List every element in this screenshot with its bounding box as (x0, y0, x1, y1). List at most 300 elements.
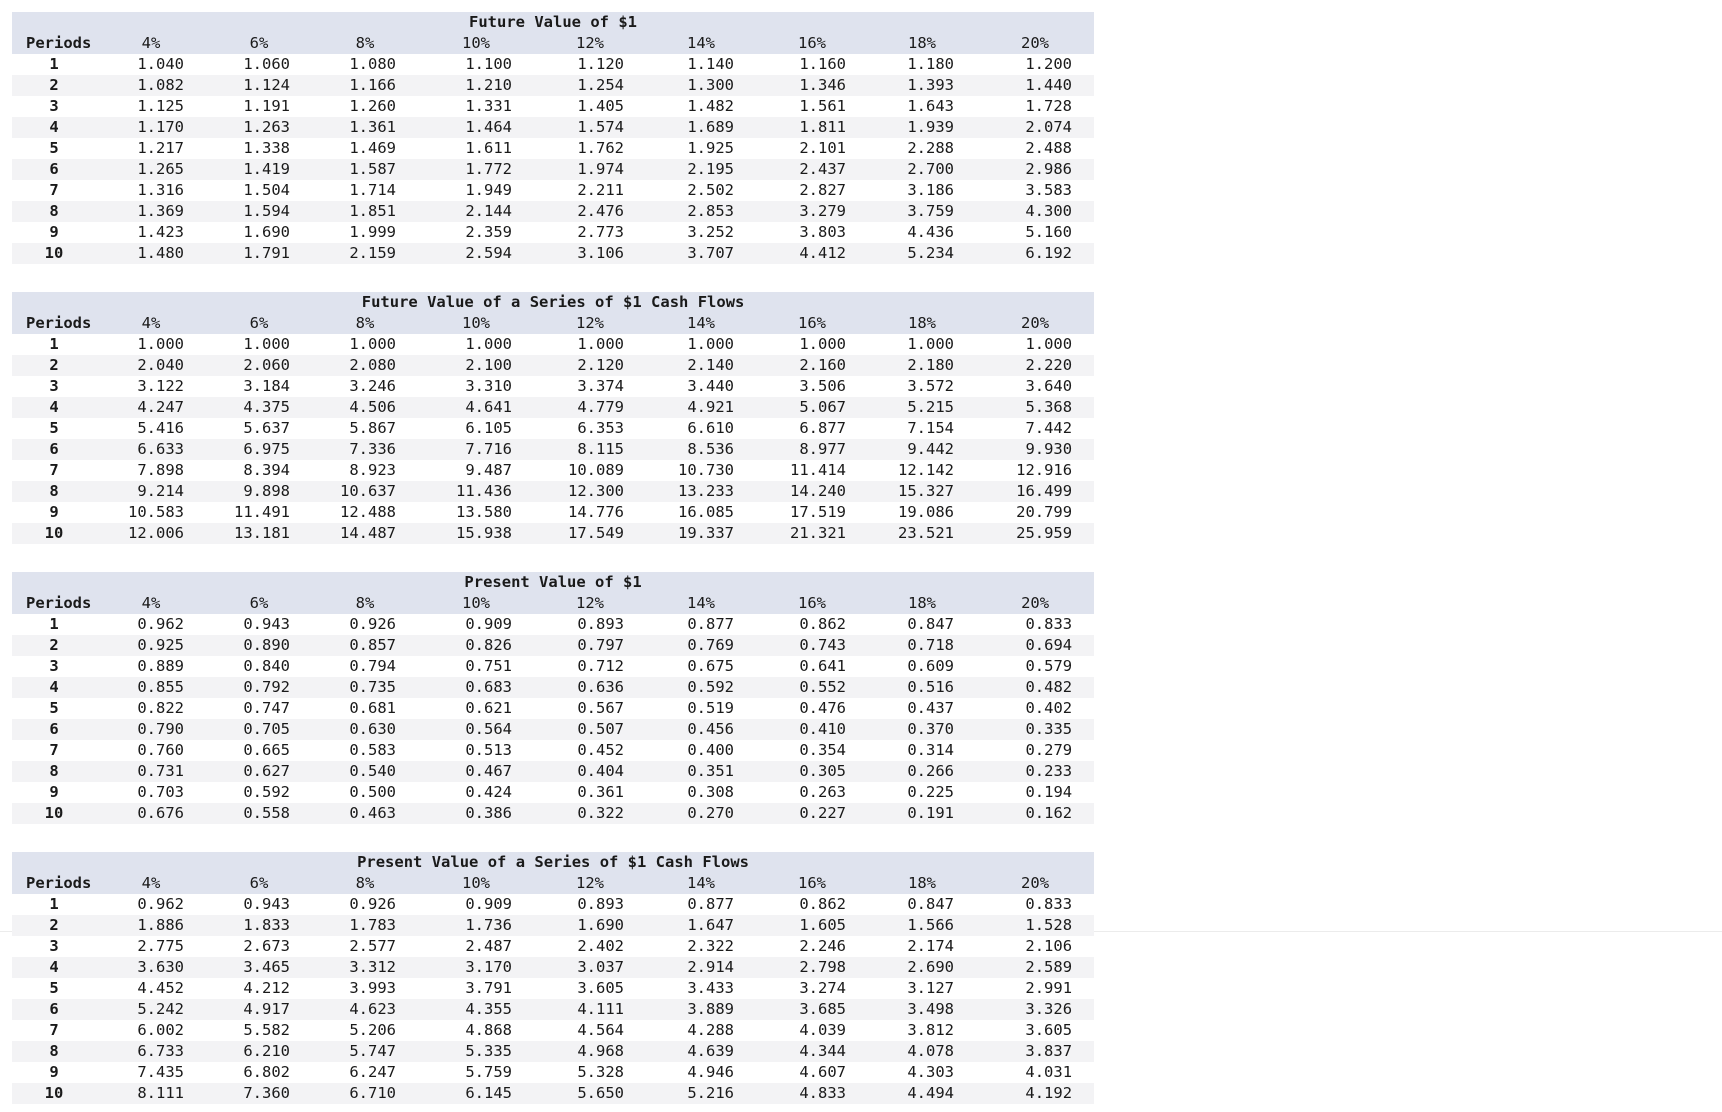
value-cell: 3.707 (646, 243, 756, 264)
rate-header: 16% (756, 313, 868, 334)
value-cell: 8.394 (243, 461, 290, 479)
value-cell: 0.437 (907, 699, 954, 717)
value-cell: 0.463 (312, 803, 418, 824)
value-cell: 1.405 (577, 97, 624, 115)
value-cell: 4.833 (756, 1083, 868, 1104)
value-cell: 0.507 (534, 719, 646, 740)
value-cell: 1.082 (96, 75, 206, 96)
value-cell: 0.592 (243, 783, 290, 801)
period-cell: 7 (49, 181, 59, 199)
value-cell: 3.440 (687, 377, 734, 395)
value-cell: 2.211 (577, 181, 624, 199)
value-cell: 6.247 (349, 1063, 396, 1081)
value-cell: 0.893 (577, 615, 624, 633)
value-cell: 1.851 (312, 201, 418, 222)
value-cell: 1.886 (96, 915, 206, 936)
table-row (12, 481, 1094, 502)
table-row (12, 117, 1094, 138)
value-cell: 0.855 (96, 677, 206, 698)
table-row (12, 803, 1094, 824)
value-cell: 3.630 (96, 957, 206, 978)
table-row (12, 523, 1094, 544)
value-cell: 0.314 (907, 741, 954, 759)
value-cell: 0.519 (687, 699, 734, 717)
value-cell: 0.857 (312, 635, 418, 656)
rate-header: 6% (206, 33, 312, 54)
value-cell: 0.308 (687, 783, 734, 801)
value-cell: 1.574 (534, 117, 646, 138)
table-row (12, 75, 1094, 96)
value-cell: 0.790 (96, 719, 206, 740)
value-cell: 12.142 (898, 461, 954, 479)
value-cell: 1.361 (312, 117, 418, 138)
rate-header: 4% (96, 873, 206, 894)
value-cell: 21.321 (756, 523, 868, 544)
value-cell: 3.498 (868, 999, 976, 1020)
value-cell: 0.877 (687, 615, 734, 633)
value-cell: 1.125 (137, 97, 184, 115)
value-cell: 4.968 (534, 1041, 646, 1062)
value-cell: 0.482 (976, 677, 1094, 698)
value-cell: 4.641 (418, 397, 534, 418)
value-cell: 2.773 (577, 223, 624, 241)
value-cell: 8.923 (349, 461, 396, 479)
value-cell: 1.060 (243, 55, 290, 73)
value-cell: 3.812 (907, 1021, 954, 1039)
value-cell: 3.791 (465, 979, 512, 997)
periods-header: Periods (12, 33, 96, 54)
period-cell: 4 (12, 957, 96, 978)
value-cell: 1.939 (868, 117, 976, 138)
value-cell: 0.705 (206, 719, 312, 740)
value-cell: 2.074 (976, 117, 1094, 138)
table-row (12, 1041, 1094, 1062)
value-cell: 5.206 (349, 1021, 396, 1039)
value-cell: 2.577 (349, 937, 396, 955)
value-cell: 0.889 (137, 657, 184, 675)
value-cell: 1.000 (799, 335, 846, 353)
value-cell: 4.607 (799, 1063, 846, 1081)
value-cell: 1.762 (577, 139, 624, 157)
value-cell: 3.506 (799, 377, 846, 395)
table-row (12, 719, 1094, 740)
value-cell: 5.215 (868, 397, 976, 418)
table-row (12, 439, 1094, 460)
value-cell: 9.930 (976, 439, 1094, 460)
value-cell: 2.100 (418, 355, 534, 376)
table-row (12, 978, 1094, 999)
period-cell: 6 (12, 999, 96, 1020)
value-cell: 1.480 (96, 243, 206, 264)
value-cell: 2.120 (534, 355, 646, 376)
value-cell: 12.300 (534, 481, 646, 502)
value-cell: 0.847 (907, 895, 954, 913)
value-cell: 1.714 (349, 181, 396, 199)
present-value-table (12, 572, 1094, 824)
table-row (12, 180, 1094, 201)
period-cell: 6 (12, 719, 96, 740)
value-cell: 0.552 (756, 677, 868, 698)
value-cell: 1.587 (312, 159, 418, 180)
value-cell: 1.166 (312, 75, 418, 96)
value-cell: 0.361 (577, 783, 624, 801)
value-cell: 3.605 (1025, 1021, 1073, 1039)
value-cell: 1.369 (96, 201, 206, 222)
period-cell: 4 (12, 677, 96, 698)
value-cell: 5.328 (577, 1063, 624, 1081)
value-cell: 0.592 (646, 677, 756, 698)
future-value-table (12, 12, 1094, 264)
value-cell: 16.085 (678, 503, 734, 521)
value-cell: 1.783 (312, 915, 418, 936)
value-cell: 1.346 (756, 75, 868, 96)
value-cell: 4.946 (687, 1063, 734, 1081)
value-cell: 3.433 (687, 979, 734, 997)
value-cell: 9.898 (206, 481, 312, 502)
period-cell: 10 (12, 243, 96, 264)
value-cell: 4.623 (312, 999, 418, 1020)
value-cell: 0.694 (976, 635, 1094, 656)
value-cell: 2.359 (465, 223, 512, 241)
value-cell: 0.225 (907, 783, 954, 801)
value-cell: 0.540 (312, 761, 418, 782)
rate-header: 8% (312, 33, 418, 54)
value-cell: 1.566 (868, 915, 976, 936)
value-cell: 0.191 (868, 803, 976, 824)
rate-header: 6% (206, 873, 312, 894)
value-cell: 16.499 (976, 481, 1094, 502)
value-cell: 0.266 (868, 761, 976, 782)
table-row (12, 334, 1094, 355)
table-row (12, 1020, 1094, 1041)
period-cell: 3 (49, 377, 59, 395)
value-cell: 7.154 (907, 419, 954, 437)
value-cell: 6.633 (96, 439, 206, 460)
value-cell: 1.000 (687, 335, 734, 353)
value-cell: 4.031 (1025, 1063, 1073, 1081)
value-cell: 0.877 (687, 895, 734, 913)
value-cell: 5.160 (1025, 223, 1073, 241)
value-cell: 7.360 (206, 1083, 312, 1104)
table-row (12, 677, 1094, 698)
table-row (12, 418, 1094, 439)
rate-header: 14% (646, 593, 756, 614)
value-cell: 2.594 (418, 243, 534, 264)
rate-header: 20% (976, 873, 1094, 894)
rate-header: 10% (418, 313, 534, 334)
table-title: Present Value of $1 (12, 572, 1094, 593)
value-cell: 1.833 (206, 915, 312, 936)
value-cell: 3.889 (646, 999, 756, 1020)
value-cell: 5.759 (465, 1063, 512, 1081)
value-cell: 0.322 (534, 803, 646, 824)
table-row (12, 740, 1094, 761)
value-cell: 1.690 (534, 915, 646, 936)
value-cell: 4.288 (687, 1021, 734, 1039)
value-cell: 1.647 (646, 915, 756, 936)
value-cell: 1.925 (687, 139, 734, 157)
value-cell: 1.100 (465, 55, 512, 73)
value-cell: 4.868 (465, 1021, 512, 1039)
rate-header: 4% (96, 593, 206, 614)
rate-header: 20% (976, 313, 1094, 334)
value-cell: 3.374 (577, 377, 624, 395)
value-cell: 1.690 (243, 223, 290, 241)
value-cell: 0.665 (243, 741, 290, 759)
value-cell: 0.386 (418, 803, 534, 824)
value-cell: 4.917 (206, 999, 312, 1020)
value-cell: 3.122 (137, 377, 184, 395)
rate-header: 4% (96, 33, 206, 54)
value-cell: 1.736 (418, 915, 534, 936)
value-cell: 0.676 (96, 803, 206, 824)
value-cell: 3.310 (465, 377, 512, 395)
value-cell: 0.747 (243, 699, 290, 717)
value-cell: 25.959 (976, 523, 1094, 544)
value-cell: 1.528 (976, 915, 1094, 936)
value-cell: 0.962 (137, 615, 184, 633)
value-cell: 0.456 (646, 719, 756, 740)
value-cell: 2.775 (137, 937, 184, 955)
value-cell: 2.060 (206, 355, 312, 376)
value-cell: 2.690 (868, 957, 976, 978)
value-cell: 17.549 (534, 523, 646, 544)
table-row (12, 999, 1094, 1020)
period-cell: 1 (49, 895, 59, 913)
value-cell: 8.536 (646, 439, 756, 460)
table-row (12, 957, 1094, 978)
value-cell: 2.040 (96, 355, 206, 376)
rate-header: 12% (534, 593, 646, 614)
value-cell: 0.943 (243, 615, 290, 633)
value-cell: 15.327 (868, 481, 976, 502)
value-cell: 19.337 (646, 523, 756, 544)
value-cell: 0.718 (868, 635, 976, 656)
value-cell: 0.630 (312, 719, 418, 740)
value-cell: 0.893 (577, 895, 624, 913)
table-row (12, 761, 1094, 782)
value-cell: 4.212 (243, 979, 290, 997)
value-cell: 0.826 (418, 635, 534, 656)
period-cell: 4 (12, 397, 96, 418)
period-cell: 4 (12, 117, 96, 138)
period-cell: 6 (12, 439, 96, 460)
value-cell: 0.890 (206, 635, 312, 656)
value-cell: 1.974 (534, 159, 646, 180)
value-cell: 2.502 (687, 181, 734, 199)
period-cell: 10 (12, 523, 96, 544)
value-cell: 8.977 (756, 439, 868, 460)
value-cell: 2.827 (799, 181, 846, 199)
periods-header: Periods (12, 873, 96, 894)
value-cell: 5.867 (349, 419, 396, 437)
table-row (12, 54, 1094, 75)
value-cell: 0.675 (687, 657, 734, 675)
value-cell: 12.916 (1016, 461, 1073, 479)
value-cell: 3.993 (349, 979, 396, 997)
value-cell: 4.452 (137, 979, 184, 997)
value-cell: 0.609 (907, 657, 954, 675)
value-cell: 5.650 (534, 1083, 646, 1104)
value-cell: 6.975 (206, 439, 312, 460)
value-cell: 0.943 (243, 895, 290, 913)
value-cell: 1.217 (137, 139, 184, 157)
value-cell: 5.582 (243, 1021, 290, 1039)
period-cell: 2 (12, 75, 96, 96)
value-cell: 15.938 (418, 523, 534, 544)
value-cell: 0.410 (756, 719, 868, 740)
value-cell: 0.760 (137, 741, 184, 759)
value-cell: 0.743 (756, 635, 868, 656)
value-cell: 4.300 (976, 201, 1094, 222)
value-cell: 0.822 (137, 699, 184, 717)
value-cell: 4.039 (799, 1021, 846, 1039)
value-cell: 3.127 (907, 979, 954, 997)
table-row (12, 894, 1094, 915)
rate-header: 4% (96, 313, 206, 334)
table-title: Present Value of a Series of $1 Cash Flows (12, 852, 1094, 873)
value-cell: 2.914 (646, 957, 756, 978)
value-cell: 0.233 (976, 761, 1094, 782)
rate-header: 18% (868, 313, 976, 334)
value-cell: 6.610 (687, 419, 734, 437)
value-cell: 4.506 (312, 397, 418, 418)
value-cell: 2.180 (868, 355, 976, 376)
period-cell: 8 (12, 761, 96, 782)
period-cell: 7 (49, 1021, 59, 1039)
value-cell: 3.837 (976, 1041, 1094, 1062)
value-cell: 20.799 (1016, 503, 1073, 521)
value-cell: 0.400 (687, 741, 734, 759)
period-cell: 7 (49, 741, 59, 759)
value-cell: 0.424 (465, 783, 512, 801)
value-cell: 1.811 (756, 117, 868, 138)
value-cell: 1.120 (577, 55, 624, 73)
value-cell: 0.627 (206, 761, 312, 782)
value-cell: 4.375 (206, 397, 312, 418)
value-cell: 9.442 (868, 439, 976, 460)
rate-header: 20% (976, 593, 1094, 614)
table-row (12, 635, 1094, 656)
value-cell: 7.435 (137, 1063, 184, 1081)
value-cell: 2.488 (1025, 139, 1073, 157)
value-cell: 1.611 (465, 139, 512, 157)
value-cell: 1.263 (206, 117, 312, 138)
value-cell: 0.467 (418, 761, 534, 782)
value-cell: 2.144 (418, 201, 534, 222)
value-cell: 1.265 (96, 159, 206, 180)
value-cell: 1.689 (646, 117, 756, 138)
value-cell: 0.862 (799, 895, 846, 913)
value-cell: 0.194 (1025, 783, 1073, 801)
table-row (12, 782, 1094, 803)
future-value-series-table (12, 292, 1094, 544)
value-cell: 2.101 (799, 139, 846, 157)
value-cell: 1.999 (349, 223, 396, 241)
rate-header: 18% (868, 593, 976, 614)
value-cell: 6.733 (96, 1041, 206, 1062)
rate-header: 20% (976, 33, 1094, 54)
period-cell: 2 (12, 635, 96, 656)
value-cell: 0.351 (646, 761, 756, 782)
value-cell: 2.402 (577, 937, 624, 955)
rate-header: 6% (206, 593, 312, 614)
value-cell: 0.641 (799, 657, 846, 675)
value-cell: 0.909 (465, 895, 512, 913)
period-cell: 9 (49, 503, 59, 521)
value-cell: 1.000 (243, 335, 290, 353)
value-cell: 9.487 (465, 461, 512, 479)
value-cell: 3.037 (534, 957, 646, 978)
value-cell: 0.794 (349, 657, 396, 675)
value-cell: 4.921 (646, 397, 756, 418)
period-cell: 9 (49, 783, 59, 801)
period-cell: 9 (49, 1063, 59, 1081)
table-row (12, 397, 1094, 418)
period-cell: 3 (49, 937, 59, 955)
value-cell: 2.080 (312, 355, 418, 376)
value-cell: 13.580 (456, 503, 512, 521)
value-cell: 0.703 (137, 783, 184, 801)
value-cell: 1.200 (1025, 55, 1073, 73)
value-cell: 5.335 (418, 1041, 534, 1062)
value-cell: 3.605 (577, 979, 624, 997)
value-cell: 1.000 (1025, 335, 1073, 353)
table-row (12, 1083, 1094, 1104)
rate-header: 16% (756, 593, 868, 614)
table-row (12, 502, 1094, 523)
value-cell: 2.246 (799, 937, 846, 955)
period-cell: 9 (49, 223, 59, 241)
table-title: Future Value of a Series of $1 Cash Flows (12, 292, 1094, 313)
value-cell: 0.636 (534, 677, 646, 698)
value-cell: 6.002 (137, 1021, 184, 1039)
value-cell: 2.288 (907, 139, 954, 157)
value-cell: 0.270 (646, 803, 756, 824)
value-cell: 2.986 (976, 159, 1094, 180)
value-cell: 3.274 (799, 979, 846, 997)
table-row (12, 201, 1094, 222)
rate-header: 14% (646, 313, 756, 334)
table-row (12, 698, 1094, 719)
value-cell: 1.791 (206, 243, 312, 264)
value-cell: 0.370 (868, 719, 976, 740)
value-cell: 2.476 (534, 201, 646, 222)
value-cell: 13.181 (206, 523, 312, 544)
value-cell: 0.567 (577, 699, 624, 717)
rate-header: 6% (206, 313, 312, 334)
value-cell: 12.488 (340, 503, 396, 521)
table-title: Future Value of $1 (12, 12, 1094, 33)
value-cell: 5.242 (96, 999, 206, 1020)
value-cell: 6.877 (799, 419, 846, 437)
value-cell: 3.803 (799, 223, 846, 241)
value-cell: 2.991 (1025, 979, 1073, 997)
value-cell: 3.583 (1025, 181, 1073, 199)
value-cell: 1.772 (418, 159, 534, 180)
value-cell: 5.747 (312, 1041, 418, 1062)
period-cell: 8 (12, 1041, 96, 1062)
value-cell: 2.106 (1025, 937, 1073, 955)
value-cell: 3.465 (206, 957, 312, 978)
value-cell: 0.792 (206, 677, 312, 698)
value-cell: 1.643 (907, 97, 954, 115)
value-cell: 0.681 (349, 699, 396, 717)
value-cell: 1.300 (646, 75, 756, 96)
value-cell: 0.735 (312, 677, 418, 698)
value-cell: 4.247 (96, 397, 206, 418)
value-cell: 0.847 (907, 615, 954, 633)
